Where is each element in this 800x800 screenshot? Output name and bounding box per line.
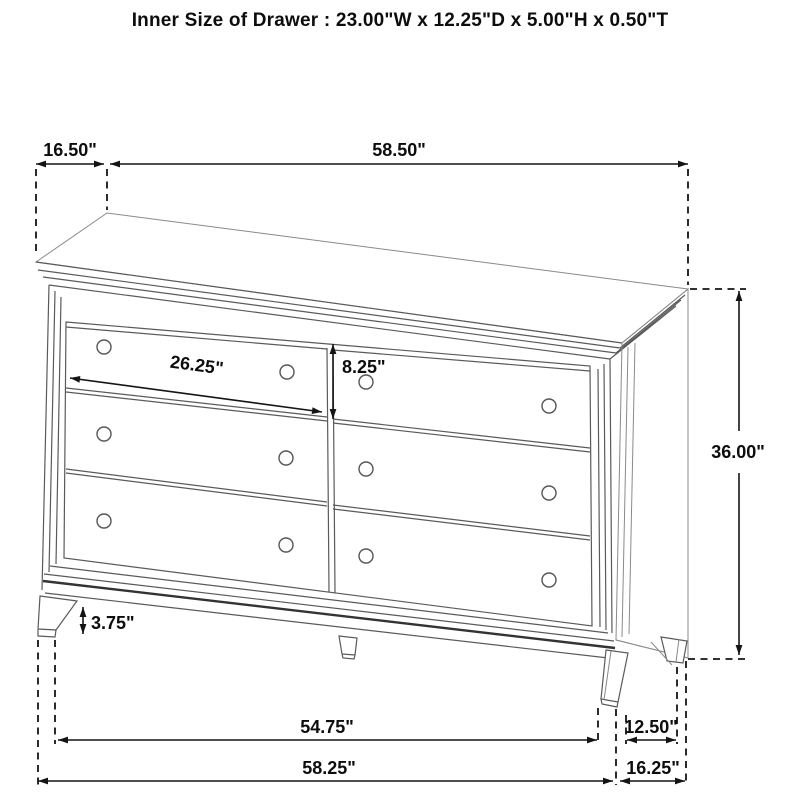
dim-top-width: [110, 140, 688, 285]
drawer-knob: [542, 486, 556, 500]
drawer-knob: [280, 365, 294, 379]
drawer-knob: [279, 538, 293, 552]
extension-line: [688, 289, 746, 659]
dim-base-inner-depth: [624, 667, 678, 744]
back-right-leg: [661, 637, 687, 663]
crown-molding: [36, 262, 685, 359]
front-right-leg: [601, 650, 628, 707]
dim-label-top-width: 58.50": [372, 140, 426, 160]
dim-label-base-outer-width: 58.25": [302, 758, 356, 778]
drawer-knob: [359, 375, 373, 389]
drawer-knob: [359, 462, 373, 476]
drawer-knob: [542, 399, 556, 413]
drawer-knob: [97, 514, 111, 528]
drawer-knob: [542, 573, 556, 587]
dim-base-outer-width: [38, 640, 616, 785]
dim-label-drawer-width: 26.25": [168, 351, 225, 379]
dim-base-inner-width: [55, 640, 598, 744]
dim-label-base-inner-depth: 12.50": [624, 717, 678, 737]
side-panel-lines: [622, 343, 635, 637]
drawer-knob: [97, 340, 111, 354]
extension-line: [36, 169, 107, 256]
drawer-knob: [279, 451, 293, 465]
front-face-edges: [42, 285, 612, 633]
dim-label-base-inner-width: 54.75": [300, 717, 354, 737]
dresser-top-surface: [36, 213, 688, 343]
dim-label-leg-height: 3.75": [91, 613, 135, 633]
legs: [38, 596, 687, 707]
dim-label-top-depth: 16.50": [43, 140, 97, 160]
drawer-knobs: [97, 340, 556, 587]
dim-leg-height: [83, 607, 135, 634]
dim-overall-height: [688, 289, 765, 659]
front-left-leg: [38, 596, 77, 637]
diagram-title: Inner Size of Drawer : 23.00"W x 12.25"D x 5.00"H x 0.50"T: [131, 10, 669, 31]
dim-label-base-outer-depth: 16.25": [626, 758, 680, 778]
drawer-knob: [359, 549, 373, 563]
dim-top-depth: [36, 140, 107, 256]
drawer-knob: [97, 427, 111, 441]
dim-label-drawer-height: 8.25": [342, 357, 386, 377]
dim-label-overall-height: 36.00": [711, 442, 765, 462]
center-leg: [339, 636, 357, 659]
